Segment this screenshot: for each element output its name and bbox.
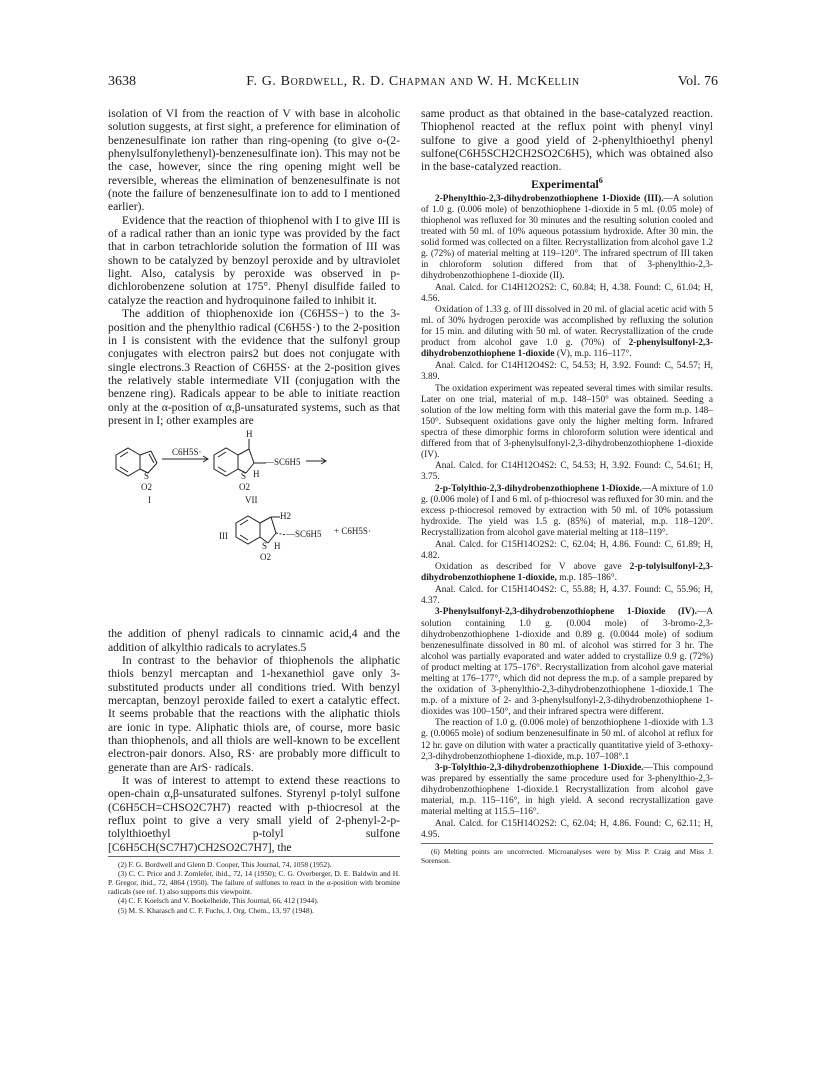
volume-number: Vol. 76 bbox=[677, 74, 718, 89]
experimental-paragraph: Oxidation as described for V above gave 2-p-tolylsulfonyl-2,3-dihydrobenzothiophene 1-dioxide, m.p. 185–186°. bbox=[421, 562, 713, 584]
analysis-line: Anal. Calcd. for C14H12O2S2: C, 60.84; H, 4.38. Found: C, 61.04; H, 4.56. bbox=[421, 282, 713, 304]
paragraph: same product as that obtained in the base-catalyzed reaction. Thiophenol reacted at the reflux point with phenyl vinyl sulfone to give a good yield of 2-phenylthioethyl phenyl sulfone(C6H5SCH2CH2SO2C6H5), which was obtained also in the base-catalyzed reaction. bbox=[421, 107, 713, 174]
substituent-label: —SC6H5 bbox=[265, 457, 301, 468]
analysis-line: Anal. Calcd. for C14H12O4S2: C, 54.53; H, 3.92. Found: C, 54.61; H, 3.75. bbox=[421, 461, 713, 483]
experimental-paragraph: 3-Phenylsulfonyl-2,3-dihydrobenzothiophene 1-Dioxide (IV).—A solution containing 1.0 g. (0.004 mole) of 3-bromo-2,3-dihydrobenzothiophene 1-dioxide and 0.89 g. (0.0044 mole) of sodium benzenesulfinate dissolved in 80 ml. of alcohol was stirred for 3 hr. The alcohol was partially evaporated and water added to crystallize 0.9 g. (72%) of product melting at 175–176°. Recrystallization from alcohol gave material melting at 176–177°, which did not depress the m.p. of a sample prepared by the oxidation of 3-phenylthio-2,3-dihydrobenzothiophene 1-dioxide.1 The m.p. of a mixture of 2- and 3-phenylsulfonyl-2,3-dihydrobenzothiophene 1-dioxides was 100–150°, and their infrared spectra were different. bbox=[421, 607, 713, 717]
compound-heading: 3-p-Tolylthio-2,3-dihydrobenzothiophene 1-Dioxide. bbox=[435, 763, 644, 774]
paragraph: isolation of VI from the reaction of V with base in alcoholic solution suggests, at first sight, a preference for elimination of benzenesulfinate ion rather than ring-opening (to give o-(2-phenylsulfonylethenyl)-benzenesulfinate ion). This may not be the case, however, since the ring opening might well be reversible, whereas the elimination of benzenesulfinate is not (note the failure of benzenesulfinate ion to add to I mentioned earlier). bbox=[108, 107, 400, 214]
paragraph: It was of interest to attempt to extend these reactions to open-chain α,β-unsaturated sulfones. Styrenyl p-tolyl sulfone (C6H5CH=CHSO2C7H7) reacted with p-thiocresol at the reflux point to give a very small yield of 2-phenyl-2-p-tolylthioethyl p-tolyl sulfone [C6H5CH(SC7H7)CH2SO2C7H7], the bbox=[108, 774, 400, 854]
footnote-rule bbox=[108, 856, 400, 857]
experimental-paragraph: 2-Phenylthio-2,3-dihydrobenzothiophene 1-Dioxide (III).—A solution of 1.0 g. (0.006 mole) of benzothiophene 1-dioxide in 5 ml. (0.05 mole) of thiophenol was refluxed for 30 minutes and the resulting solution cooled and treated with 50 ml. of 10% aqueous potassium hydroxide. After 30 min. the solid formed was collected on a filter. Recrystallization from alcohol gave 1.2 g. (72%) of material melting at 119–120°. The infrared spectrum of III taken in chloroform solution differed from that of 3-phenylthio-2,3-dihydrobenzothiophene 1-dioxide (II). bbox=[421, 193, 713, 282]
experimental-paragraph: The reaction of 1.0 g. (0.006 mole) of benzothiophene 1-dioxide with 1.3 g. (0.0065 mole) of sodium benzenesulfinate in 50 ml. of alcohol at reflux for 12 hr. gave on dilution with water a practically quantitative yield of 3-ethoxy-2,3-dihydrobenzothiophene 1-dioxide, m.p. 107–108°.1 bbox=[421, 718, 713, 762]
footnote: (3) C. C. Price and J. Zomlefer, ibid., 72, 14 (1950); C. G. Overberger, D. E. Baldwin and H. P. Gregor, ibid., 72, 4864 (1950). The failure of sulfones to react in the α-position with bromine radicals (see ref. 1) also supports this viewpoint. bbox=[108, 869, 400, 897]
reagent-label: C6H5S· bbox=[172, 447, 202, 458]
footnote-rule bbox=[421, 843, 713, 844]
atom-label-O2: O2 bbox=[141, 482, 152, 493]
footnote: (5) M. S. Kharasch and C. F. Fuchs, J. Org. Chem., 13, 97 (1948). bbox=[118, 905, 314, 915]
compound-heading: 3-Phenylsulfonyl-2,3-dihydrobenzothiophene 1-Dioxide (IV). bbox=[435, 607, 697, 618]
reaction-scheme bbox=[108, 429, 400, 625]
compound-heading: 2-Phenylthio-2,3-dihydrobenzothiophene 1-Dioxide (III). bbox=[435, 193, 664, 204]
footnote: (2) F. G. Bordwell and Glenn D. Cooper, This Journal, 74, 1058 (1952). bbox=[118, 860, 332, 870]
paragraph: The addition of thiophenoxide ion (C6H5S−) to the 3-position and the phenylthio radical (C6H5S·) to the 2-position in I is consistent with the evidence that the sulfonyl group conjugates with electron pairs2 but does not conjugate with single electrons.3 Reaction of C6H5S· at the 2-position gives the relatively stable intermediate VII (conjugation with the benzene ring). Radicals appear to be able to initiate reaction only at the α-position of α,β-unsaturated systems, such as that present in I; other examples are bbox=[108, 307, 400, 427]
compound-label-VII: VII bbox=[245, 495, 258, 506]
analysis-line: Anal. Calcd. for C15H14O2S2: C, 62.04; H, 4.86. Found: C, 62.11; H, 4.95. bbox=[421, 818, 713, 840]
analysis-line: Anal. Calcd. for C14H12O4S2: C, 54.53; H, 3.92. Found: C, 54.57; H, 3.89. bbox=[421, 360, 713, 382]
radical-product-label: + C6H5S· bbox=[334, 526, 371, 537]
compound-label-I: I bbox=[148, 495, 151, 506]
atom-label-H2: H2 bbox=[280, 511, 291, 522]
experimental-paragraph: 3-p-Tolylthio-2,3-dihydrobenzothiophene 1-Dioxide.—This compound was prepared by essentially the same procedure used for 3-phenylthio-2,3-dihydrobenzothiophene 1-dioxide.1 Recrystallization from alcohol gave material, m.p. 115–116°, in high yield. A second recrystallization gave material melting at 115.5–116°. bbox=[421, 763, 713, 818]
experimental-paragraph: The oxidation experiment was repeated several times with similar results. Later on one trial, material of m.p. 148–150° was obtained. Seeding a solution of the low melting form with this material gave the form m.p. 148–150°. Subsequent oxidations gave only the higher melting form. Infrared spectra of these dimorphic forms in chloroform solution were identical and differed from that of 3-phenylsulfonyl-2,3-dihydrobenzothiophene 1-dioxide (IV). bbox=[421, 383, 713, 460]
left-column bbox=[108, 107, 400, 915]
paragraph: Evidence that the reaction of thiophenol with I to give III is of a radical rather than an ionic type was provided by the fact that in carbon tetrachloride solution the formation of III was shown to be catalyzed by benzoyl peroxide and by ultraviolet light. Also, catalysis by peroxide was observed in p-dichlorobenzene solution at 175°. Phenyl disulfide failed to catalyze the reaction and hydroquinone failed to inhibit it. bbox=[108, 213, 400, 307]
atom-label-H: H bbox=[246, 429, 253, 440]
footnote: (6) Melting points are uncorrected. Microanalyses were by Miss P. Craig and Miss J. Sorenson. bbox=[421, 846, 713, 866]
atom-label-S: S bbox=[241, 471, 247, 482]
running-authors: F. G. Bordwell, R. D. Chapman and W. H. McKellin bbox=[246, 74, 580, 89]
substituent-label: —SC6H5 bbox=[286, 529, 322, 540]
compound-label-III: III bbox=[219, 531, 228, 542]
footnote: (4) C. F. Koelsch and V. Boekelheide, This Journal, 66, 412 (1944). bbox=[118, 896, 319, 906]
experimental-paragraph: Oxidation of 1.33 g. of III dissolved in 20 ml. of glacial acetic acid with 5 ml. of 30% hydrogen peroxide was accomplished by refluxing the solution for 15 min. and diluting with 50 ml. of water. Recrystallization of the crude product from alcohol gave 1.0 g. (70%) of 2-phenylsulfonyl-2,3-dihydrobenzothiophene 1-dioxide (V), m.p. 116–117°. bbox=[421, 305, 713, 360]
experimental-paragraph: 2-p-Tolylthio-2,3-dihydrobenzothiophene 1-Dioxide.—A mixture of 1.0 g. (0.006 mole) of I and 6 ml. of p-thiocresol was refluxed for 30 min. and the excess p-thiocresol removed by extraction with 50 ml. of 10% potassium hydroxide. The yield was 1.5 g. (85%) of material, m.p. 118–120°. Recrystallization from alcohol gave material melting at 118–119°. bbox=[421, 483, 713, 539]
atom-label-H: H bbox=[253, 469, 260, 480]
atom-label-S: S bbox=[262, 541, 268, 552]
analysis-line: Anal. Calcd. for C15H14O4S2: C, 55.88; H, 4.37. Found: C, 55.96; H, 4.37. bbox=[421, 584, 713, 606]
page-number: 3638 bbox=[108, 74, 136, 89]
paragraph: the addition of phenyl radicals to cinnamic acid,4 and the addition of alkylthio radicals to acrylates.5 bbox=[108, 627, 400, 654]
compound-heading: 2-p-Tolylthio-2,3-dihydrobenzothiophene 1-Dioxide. bbox=[435, 483, 642, 494]
atom-label-S: S bbox=[144, 471, 150, 482]
experimental-section bbox=[421, 194, 713, 841]
atom-label-O2: O2 bbox=[260, 552, 271, 563]
footnotes bbox=[421, 847, 713, 865]
atom-label-H: H bbox=[274, 541, 281, 552]
analysis-line: Anal. Calcd. for C15H14O2S2: C, 62.04; H, 4.86. Found: C, 61.89; H, 4.82. bbox=[421, 539, 713, 561]
atom-label-O2: O2 bbox=[239, 482, 250, 493]
running-header bbox=[108, 74, 718, 96]
section-title: Experimental$^6$ bbox=[531, 175, 603, 191]
paragraph: In contrast to the behavior of thiophenols the aliphatic thiols benzyl mercaptan and 1-hexanethiol gave only 3-substituted products under all conditions tried. With benzyl mercaptan, benzoyl peroxide failed to exert a catalytic effect. It seems probable that the reactions with the aliphatic thiols are ionic in type. Aliphatic thiols are, of course, more basic than thiophenols, and all thiols are well-known to be excellent electron-pair donors. Also, RS· are probably more difficult to generate than are ArS· radicals. bbox=[108, 653, 400, 774]
footnotes bbox=[108, 860, 400, 915]
right-column bbox=[421, 107, 713, 865]
